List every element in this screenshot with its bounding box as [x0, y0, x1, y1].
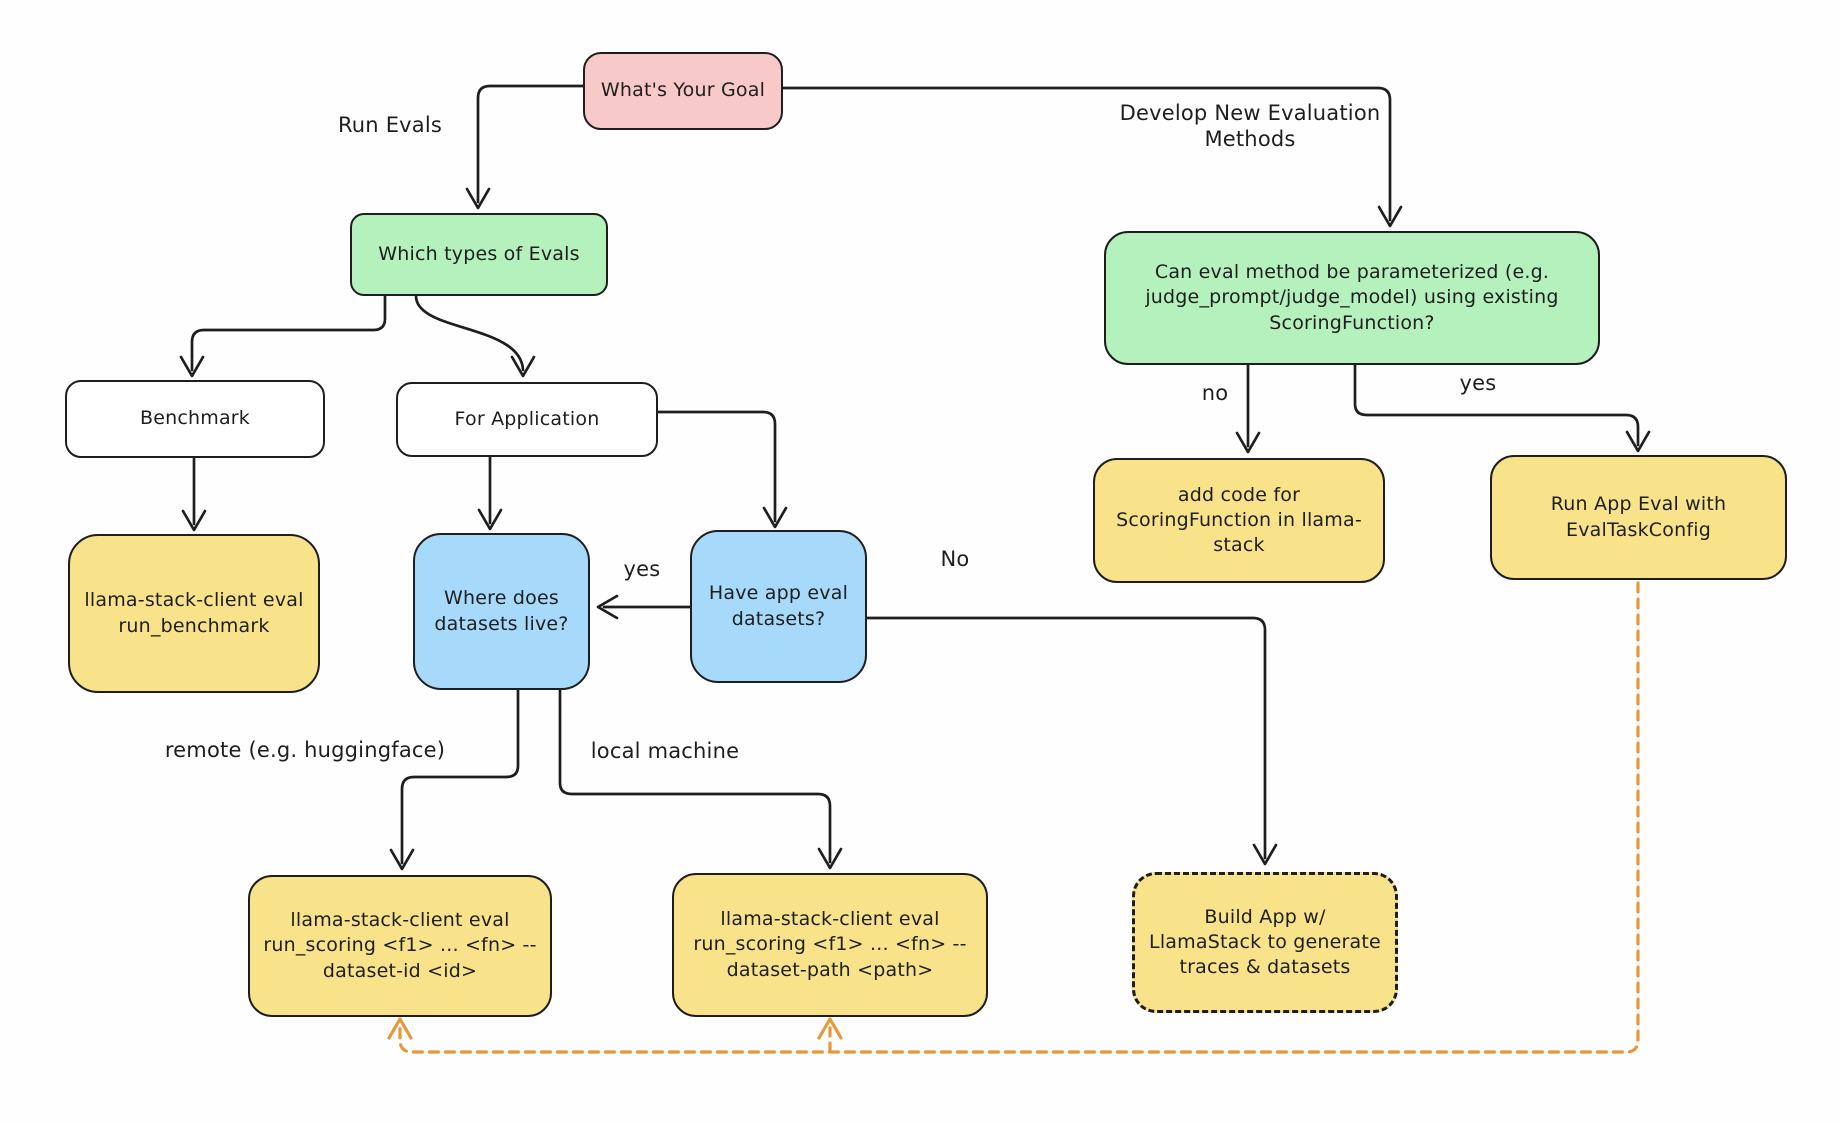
- node-run-app-eval-label: Run App Eval with EvalTaskConfig: [1550, 493, 1727, 541]
- arrowhead: [391, 850, 413, 869]
- arrowhead: [1254, 845, 1276, 864]
- node-which-types-label: Which types of Evals: [378, 242, 580, 265]
- arrowhead: [467, 189, 489, 208]
- edge-goal-to-which-types: [478, 86, 583, 202]
- node-run-scoring-path: [672, 873, 988, 1017]
- edge-where-datasets-to-run-scoring-path: [560, 690, 830, 862]
- edge-label-run-evals: Run Evals: [337, 113, 443, 137]
- edge-which-types-to-benchmark: [192, 296, 385, 370]
- edge-for-application-to-have-datasets: [658, 412, 775, 521]
- arrowhead: [181, 357, 203, 376]
- node-run-scoring-id-label: llama-stack-client eval run_scoring <f1> ... <fn> --dataset-id <id>: [263, 909, 537, 982]
- node-run-benchmark-label: llama-stack-client eval run_benchmark: [84, 589, 304, 637]
- arrowhead: [1627, 432, 1649, 451]
- node-can-eval-param-label: Can eval method be parameterized (e.g. judge_prompt/judge_model) using existing ScoringFunction?: [1145, 261, 1559, 334]
- node-run-app-eval: [1490, 455, 1787, 580]
- edge-label-yes-have-datasets: yes: [623, 557, 661, 581]
- node-have-datasets: [690, 530, 867, 683]
- node-build-app-label: Build App w/ LlamaStack to generate traces & datasets: [1149, 905, 1381, 979]
- node-benchmark-label: Benchmark: [139, 407, 251, 430]
- arrowhead: [764, 508, 786, 527]
- node-which-types: [350, 213, 608, 296]
- node-add-code: [1093, 458, 1385, 583]
- edge-label-yes-parameterized: yes: [1459, 371, 1497, 395]
- node-build-app: [1132, 872, 1398, 1013]
- node-benchmark: [65, 380, 325, 458]
- node-add-code-label: add code for ScoringFunction in llama-stack: [1116, 483, 1362, 557]
- edge-label-no-have-datasets: No: [940, 547, 970, 571]
- edge-have-datasets-to-build-app: [866, 618, 1265, 858]
- arrowhead: [479, 510, 501, 529]
- node-can-eval-param: [1104, 231, 1600, 365]
- arrowhead-orange: [389, 1019, 411, 1038]
- edge-label-develop-new-methods: Develop New Evaluation Methods: [1119, 101, 1381, 152]
- edge-label-no-parameterized: no: [1201, 381, 1229, 405]
- node-goal-label: What's Your Goal: [600, 79, 766, 102]
- node-goal: [583, 52, 783, 130]
- node-run-scoring-id: [248, 875, 552, 1017]
- node-run-benchmark: [68, 534, 320, 693]
- node-have-datasets-label: Have app eval datasets?: [708, 582, 849, 630]
- node-run-scoring-path-label: llama-stack-client eval run_scoring <f1> ... <fn> --dataset-path <path>: [693, 908, 967, 981]
- edge-label-local: local machine: [590, 739, 740, 763]
- node-for-application-label: For Application: [454, 407, 600, 430]
- node-for-application: [396, 382, 658, 457]
- arrowhead: [1237, 433, 1259, 452]
- edge-which-types-to-for-application: [416, 296, 523, 370]
- edge-label-remote: remote (e.g. huggingface): [164, 738, 446, 762]
- arrowhead: [183, 511, 205, 530]
- arrowhead: [598, 596, 617, 618]
- arrowhead: [819, 849, 841, 868]
- arrowhead-orange: [819, 1019, 841, 1038]
- edge-where-datasets-to-run-scoring-id: [402, 690, 518, 863]
- node-where-datasets: [413, 533, 590, 690]
- arrowhead: [1379, 207, 1401, 226]
- node-where-datasets-label: Where does datasets live?: [434, 587, 569, 635]
- arrowhead: [512, 357, 534, 376]
